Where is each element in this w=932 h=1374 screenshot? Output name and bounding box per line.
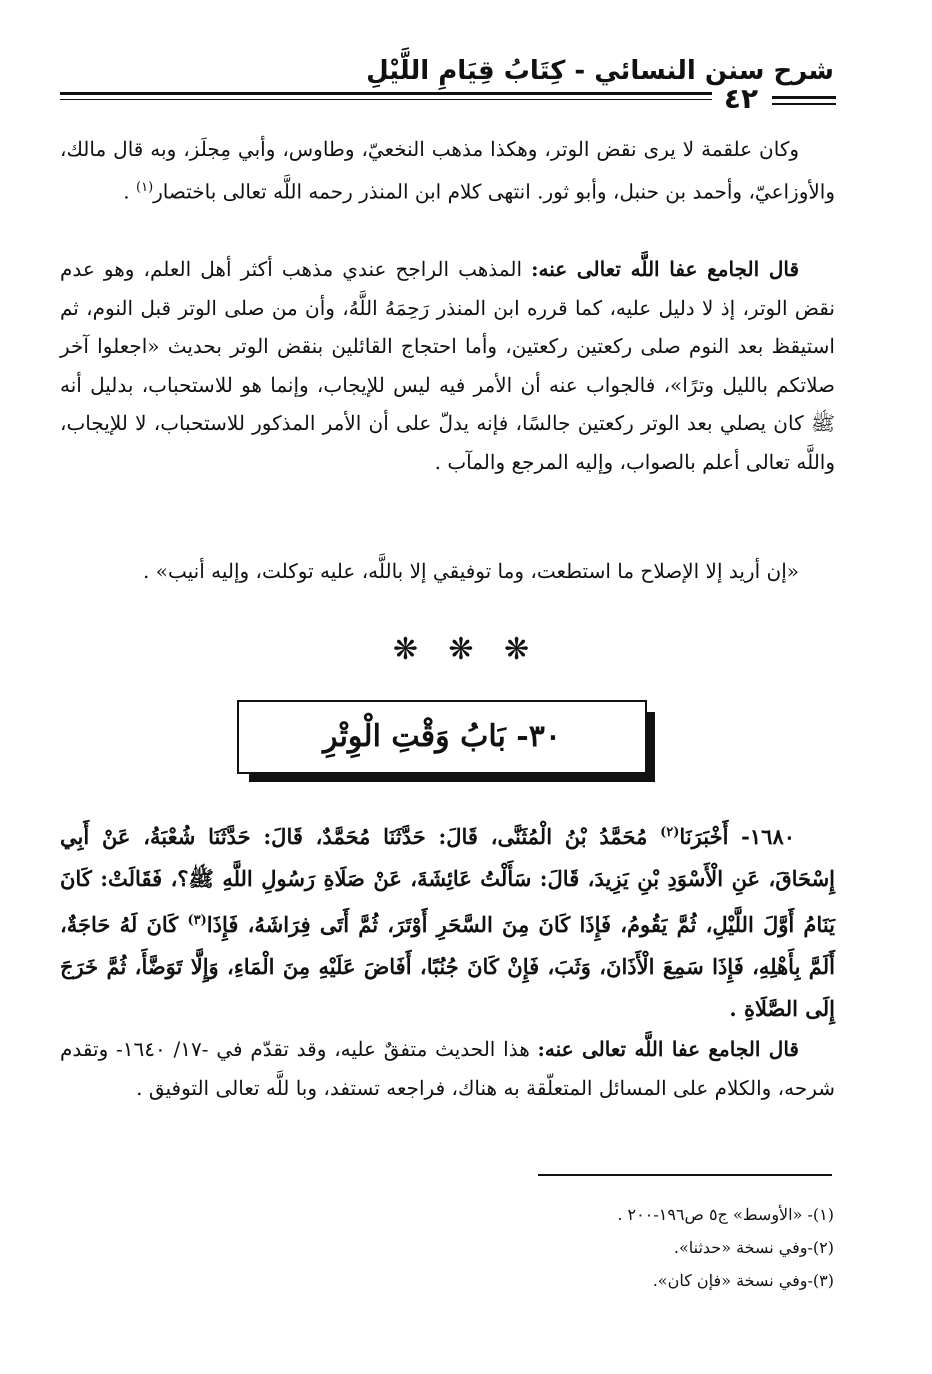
chapter-heading-box <box>237 700 647 774</box>
footnote-ref: (٢) <box>660 825 680 840</box>
hadith-body-part2: كَانَ لَهُ حَاجَةٌ، أَلَمَّ بِأَهْلِهِ، فَإِذَا سَمِعَ الْأَذَانَ، وَثَبَ، فَإِنْ كَانَ جُنُبًا، أَفَاضَ عَلَيْهِ مِنَ الْمَاءِ، وَإِلَّا تَوَضَّأَ، ثُمَّ خَرَجَ إِلَى الصَّلَاةِ . <box>60 912 835 1021</box>
footnote-1: (١)- «الأوسط» ج٥ ص١٩٦-٢٠٠ . <box>617 1205 834 1224</box>
footnotes <box>394 1198 834 1297</box>
footnote-2: (٢)-وفي نسخة «حدثنا». <box>673 1238 834 1257</box>
compiler-lead: قال الجامع عفا اللَّه تعالى عنه: <box>537 1037 799 1061</box>
running-title: شرح سنن النسائي - كِتَابُ قِيَامِ اللَّيْلِ <box>366 56 834 86</box>
paragraph-text: وكان علقمة لا يرى نقض الوتر، وهكذا مذهب النخعيّ، وطاوس، وأبي مِجلَز، وبه قال مالك، والأوزاعيّ، وأحمد بن حنبل، وأبو ثور. انتهى كلام ابن المنذر رحمه اللَّه تعالى باختصار <box>60 137 835 204</box>
footnote-3: (٣)-وفي نسخة «فإن كان». <box>652 1271 834 1290</box>
paragraph-commentary <box>60 1030 835 1107</box>
header-rule-thin <box>60 99 712 100</box>
footnote-ref: (١) <box>136 179 154 195</box>
footnote-rule <box>538 1174 832 1176</box>
compiler-lead: قال الجامع عفا اللَّه تعالى عنه: <box>531 257 800 281</box>
paragraph-end: . <box>123 179 136 204</box>
paragraph-text: المذهب الراجح عندي مذهب أكثر أهل العلم، وهو عدم نقض الوتر، إذ لا دليل عليه، كما قرره ابن المنذر رَحِمَهُ اللَّهُ، وأن من صلى الوتر قبل النوم، ثم استيقظ بعد النوم صلى ركعتين ركعتين، وأما احتجاج القائلين بنقض الوتر بحديث «اجعلوا آخر صلاتكم بالليل وترًا»، فالجواب عنه أن الأمر فيه ليس للإيجاب، وإنما هو للاستحباب، بدليل أنه ﷺ كان يصلي بعد الوتر ركعتين جالسًا، فإنه يدلّ على أن الأمر المذكور للاستحباب، لا للإيجاب، واللَّه تعالى أعلم بالصواب، وإليه المرجع والمآب . <box>60 257 835 474</box>
section-separator: ❋ ❋ ❋ <box>392 632 540 667</box>
hadith-text <box>60 812 835 1030</box>
paragraph-text: هذا الحديث متفقٌ عليه، وقد تقدّم في -١٧/ ١٦٤٠- وتقدم شرحه، والكلام على المسائل المتعلّقة به هناك، فراجعه تستفد، وبا للَّه تعالى التوفيق . <box>60 1037 835 1100</box>
hadith-number-intro: ١٦٨٠- أَخْبَرَنَا <box>679 824 796 849</box>
header-rule-right-top <box>772 96 836 99</box>
page-number: ٤٢ <box>723 82 759 115</box>
header-rule-thick <box>60 92 712 95</box>
header-rule-right-bottom <box>772 103 836 105</box>
paragraph-compiler-opinion <box>60 250 835 481</box>
hadith-body-part1: مُحَمَّدُ بْنُ الْمُثَنَّى، قَالَ: حَدَّثَنَا مُحَمَّدٌ، قَالَ: حَدَّثَنَا شُعْبَةُ، عَنْ أَبِي إِسْحَاقَ، عَنِ الْأَسْوَدِ بْنِ يَزِيدَ، قَالَ: سَأَلْتُ عَائِشَةَ، عَنْ صَلَاةِ رَسُولِ اللَّهِ ﷺ؟، فَقَالَتْ: كَانَ يَنَامُ أَوَّلَ اللَّيْلِ، ثُمَّ يَقُومُ، فَإِذَا كَانَ مِنَ السَّحَرِ أَوْتَرَ، ثُمَّ أَتَى فِرَاشَهُ، فَإِذَا <box>60 824 836 937</box>
paragraph-text: «إن أريد إلا الإصلاح ما استطعت، وما توفيقي إلا باللَّه، عليه توكلت، وإليه أنيب» . <box>143 559 799 583</box>
paragraph-quran-quote <box>60 552 835 591</box>
footnote-ref: (٣) <box>187 913 207 928</box>
paragraph-ibn-mundhir <box>60 130 835 211</box>
chapter-title: ٣٠- بَابُ وَقْتِ الْوِتْرِ <box>323 719 561 754</box>
